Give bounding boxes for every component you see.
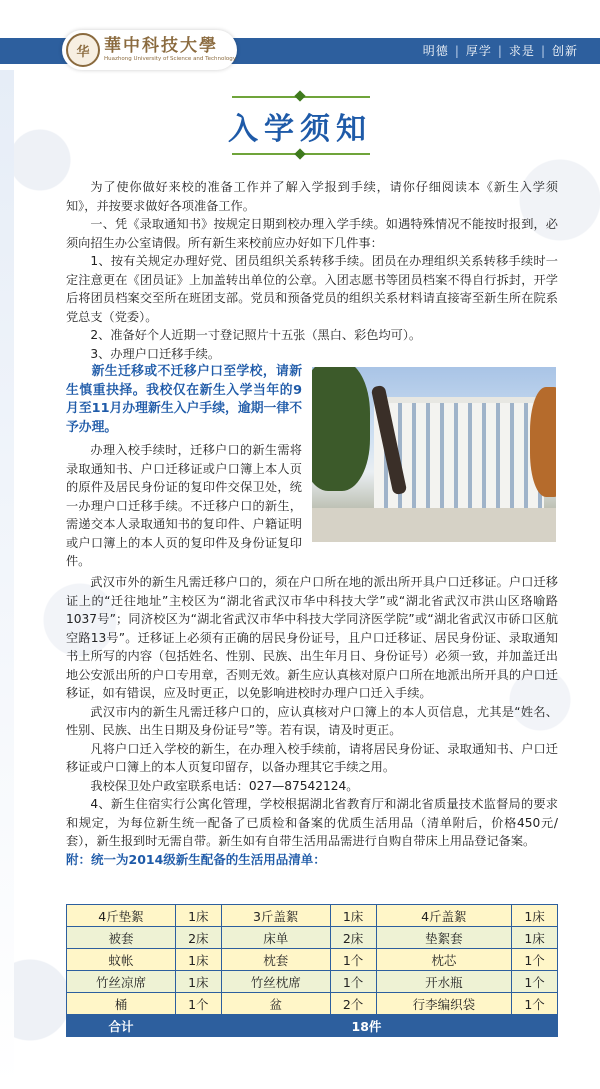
item-qty-cell: 1个: [512, 993, 558, 1015]
process-paragraph: 办理入校手续时，迁移户口的新生需将录取通知书、户口迁移证或户口簿上本人页的原件及居民身份证的复印件交保卫处，统一办理户口迁移手续。不迁移户口的新生，需递交本人录取通知书的复印件、户籍证明或户口簿上的本人页的复印件及身份证复印件。: [66, 443, 302, 568]
item-1-1-paragraph: 1、按有关规定办理好党、团员组织关系转移手续。团员在办理组织关系转移手续时一定注意更在《团员证》上加盖转出单位的公章。入团志愿书等团员档案不得自行拆封，开学后将团员档案交至所在班团支部。党员和预备党员的组织关系材料请直接寄至新生所在院系党总支（党委）。: [66, 254, 558, 324]
item-name-cell: 桶: [67, 993, 176, 1015]
diamond-icon: [294, 90, 305, 101]
inside-wuhan-paragraph: 武汉市内的新生凡需迁移户口的，应认真核对户口簿上的本人页信息，尤其是“姓名、性别、民族、出生日期及身份证号”等。若有误，请及时更正。: [66, 704, 558, 737]
university-name-en: Huazhong University of Science and Technology: [104, 56, 236, 62]
left-decoration: [0, 70, 14, 1089]
item-name-cell: 床单: [221, 927, 330, 949]
table-row: [67, 949, 558, 971]
motto: 明德 | 厚学 | 求是 | 创新: [422, 44, 578, 58]
table-row: [67, 993, 558, 1015]
item-name-cell: 3斤盖絮: [221, 905, 330, 927]
item-qty-cell: 1个: [330, 971, 376, 993]
page-title: 入学须知: [228, 112, 372, 147]
diamond-icon: [294, 148, 305, 159]
campus-photo: [312, 367, 556, 542]
contact-phone: 我校保卫处户政室联系电话：027—87542124。: [90, 778, 359, 793]
header: [0, 0, 600, 64]
motto-item: 创新: [551, 44, 578, 58]
item-qty-cell: 1床: [175, 905, 221, 927]
outside-wuhan-paragraph: 武汉市外的新生凡需迁移户口的，须在户口所在地的派出所开具户口迁移证。户口迁移证上的“迁往地址”主校区为“湖北省武汉市华中科技大学”或“湖北省武汉市洪山区珞喻路1037号”；同济校区为“湖北省武汉市华中科技大学同济医学院”或“湖北省武汉市硚口区航空路13号”。迁移证上必须有正确的居民身份证号，且户口迁移证、居民身份证、录取通知书上所写的内容（包括姓名、性别、民族、出生年月日、身份证号）必须一致，并加盖迁出地公安派出所的户口专用章，否则无效。新生应认真核对原户口所在地派出所开具的户口迁移证，如有错误，应及时更正，以免影响进校时办理户口迁入手续。: [66, 575, 558, 700]
motto-item: 明德: [422, 44, 449, 58]
item-qty-cell: 2床: [330, 927, 376, 949]
item-qty-cell: 2床: [175, 927, 221, 949]
item-qty-cell: 1床: [512, 927, 558, 949]
item-qty-cell: 1床: [175, 949, 221, 971]
item-name-cell: 蚊帐: [67, 949, 176, 971]
total-row: [67, 1015, 558, 1037]
goods-table: [66, 904, 558, 1037]
item-name-cell: 4斤盖絮: [376, 905, 512, 927]
university-name-cn: 華中科技大學: [104, 36, 218, 56]
item-name-cell: 枕芯: [376, 949, 512, 971]
motto-item: 厚学: [465, 44, 492, 58]
item-name-cell: 盆: [221, 993, 330, 1015]
item-qty-cell: 1床: [175, 971, 221, 993]
item-qty-cell: 1个: [512, 949, 558, 971]
copy-documents-paragraph: 凡将户口迁入学校的新生，在办理入校手续前，请将居民身份证、录取通知书、户口迁移证或户口簿上的本人页复印留存，以备办理其它手续之用。: [66, 741, 558, 774]
goods-list-title: 附：统一为2014级新生配备的生活用品清单：: [66, 851, 326, 867]
university-logo: [62, 30, 237, 70]
item-qty-cell: 1个: [330, 949, 376, 971]
item-1-3-paragraph: 3、办理户口迁移手续。: [90, 346, 221, 361]
item-qty-cell: 1床: [512, 905, 558, 927]
title-area: [0, 90, 600, 170]
motto-item: 求是: [508, 44, 535, 58]
table-row: [67, 971, 558, 993]
item-name-cell: 枕套: [221, 949, 330, 971]
item-4-paragraph: 4、新生住宿实行公寓化管理，学校根据湖北省教育厅和湖北省质量技术监督局的要求和规定，为每位新生统一配备了已质检和备案的优质生活用品（清单附后，价格450元/套），新生报到时无需自带。新生如有自带生活用品需进行自购自带床上用品登记备案。: [66, 797, 558, 848]
item-name-cell: 垫絮套: [376, 927, 512, 949]
item-qty-cell: 1个: [175, 993, 221, 1015]
total-value: 18件: [175, 1015, 557, 1037]
table-row: [67, 927, 558, 949]
item-name-cell: 开水瓶: [376, 971, 512, 993]
item-name-cell: 竹丝凉席: [67, 971, 176, 993]
university-seal-icon: 华: [66, 33, 100, 67]
item-1-paragraph: 一、凭《录取通知书》按规定日期到校办理入学手续。如遇特殊情况不能按时报到，必须向招生办公室请假。所有新生来校前应办好如下几件事：: [66, 217, 558, 250]
item-qty-cell: 1个: [512, 971, 558, 993]
intro-paragraph: 为了使你做好来校的准备工作并了解入学报到手续，请你仔细阅读本《新生入学须知》，并按要求做好各项准备工作。: [66, 180, 558, 213]
table-row: [67, 905, 558, 927]
photo-section: [66, 363, 558, 573]
item-name-cell: 竹丝枕席: [221, 971, 330, 993]
item-name-cell: 被套: [67, 927, 176, 949]
total-label: 合计: [67, 1015, 176, 1037]
notice-body: [66, 178, 558, 869]
hukou-warning: 新生迁移或不迁移户口至学校，请新生慎重抉择。我校仅在新生入学当年的9月至11月办理新生入户手续，逾期一律不予办理。: [66, 364, 302, 435]
item-qty-cell: 1床: [330, 905, 376, 927]
item-name-cell: 4斤垫絮: [67, 905, 176, 927]
item-name-cell: 行李编织袋: [376, 993, 512, 1015]
item-1-2-paragraph: 2、准备好个人近期一寸登记照片十五张（黑白、彩色均可）。: [90, 328, 422, 342]
item-qty-cell: 2个: [330, 993, 376, 1015]
